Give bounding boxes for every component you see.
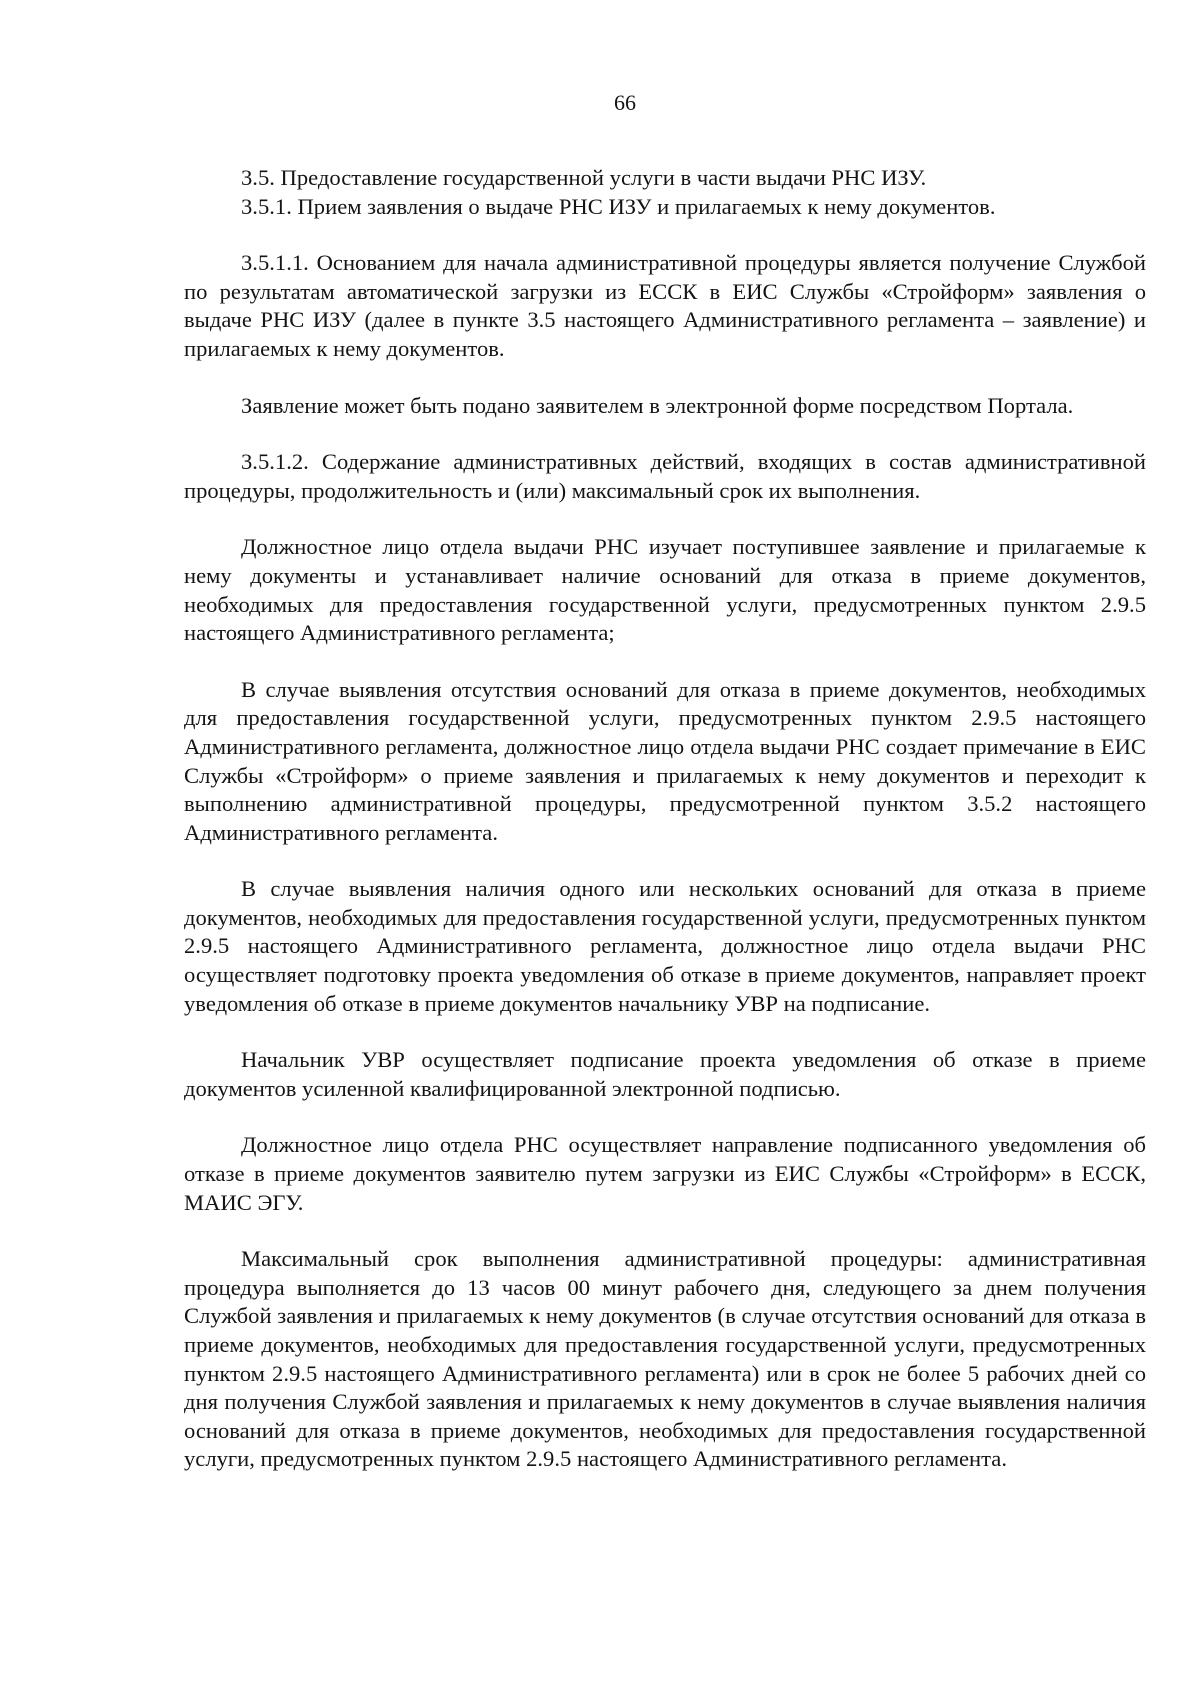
paragraph-grounds-found: В случае выявления наличия одного или нескольких оснований для отказа в приеме документов, необходимых для предоставления государственной услуги, предусмотренных пунктом 2.9.5 настоящего Административного регламента, должностное лицо отдела выдачи РНС осуществляет подготовку проекта уведомления об отказе в приеме документов, направляет проект уведомления об отказе в приеме документов начальнику УВР на подписание.: [184, 876, 1146, 1016]
paragraph-3-5-1-2: 3.5.1.2. Содержание административных действий, входящих в состав административной процедуры, продолжительность и (или) максимальный срок их выполнения.: [184, 449, 1146, 503]
document-body: [184, 164, 1146, 1474]
paragraph-document-review: Должностное лицо отдела выдачи РНС изучает поступившее заявление и прилагаемые к нему документы и устанавливает наличие оснований для отказа в приеме документов, необходимых для предоставления государственной услуги, предусмотренных пунктом 2.9.5 настоящего Административного регламента;: [184, 534, 1146, 646]
section-heading-3-5: 3.5. Предоставление государственной услуги в части выдачи РНС ИЗУ.: [241, 165, 927, 190]
paragraph-no-grounds: В случае выявления отсутствия оснований для отказа в приеме документов, необходимых для предоставления государственной услуги, предусмотренных пунктом 2.9.5 настоящего Административного регламента, должностное лицо отдела выдачи РНС создает примечание в ЕИС Службы «Стройформ» о приеме заявления и прилагаемых к нему документов и переходит к выполнению административной процедуры, предусмотренной пунктом 3.5.2 настоящего Административного регламента.: [184, 676, 1146, 845]
paragraph-portal-submission: Заявление может быть подано заявителем в электронной форме посредством Портала.: [241, 392, 1074, 418]
paragraph-max-term: Максимальный срок выполнения административной процедуры: административная процедура выполняется до 13 часов 00 минут рабочего дня, следующего за днем получения Службой заявления и прилагаемых к нему документов (в случае отсутствия оснований для отказа в приеме документов, необходимых для предоставления государственной услуги, предусмотренных пунктом 2.9.5 настоящего Административного регламента) или в срок не более 5 рабочих дней со дня получения Службой заявления и прилагаемых к нему документов в случае выявления наличия оснований для отказа в приеме документов, необходимых для предоставления государственной услуги, предусмотренных пунктом 2.9.5 настоящего Административного регламента.: [184, 1246, 1146, 1472]
section-heading-3-5-1: 3.5.1. Прием заявления о выдаче РНС ИЗУ и прилагаемых к нему документов.: [241, 193, 996, 219]
paragraph-3-5-1-1: 3.5.1.1. Основанием для начала административной процедуры является получение Службой по результатам автоматической загрузки из ЕССК в ЕИС Службы «Стройформ» заявления о выдаче РНС ИЗУ (далее в пункте 3.5 настоящего Административного регламента – заявление) и прилагаемых к нему документов.: [184, 250, 1146, 361]
page-number: 66: [614, 90, 636, 115]
paragraph-signing: Начальник УВР осуществляет подписание проекта уведомления об отказе в приеме документов усиленной квалифицированной электронной подписью.: [184, 1047, 1146, 1101]
paragraph-sending: Должностное лицо отдела РНС осуществляет направление подписанного уведомления об отказе в приеме документов заявителю путем загрузки из ЕИС Службы «Стройформ» в ЕССК, МАИС ЭГУ.: [184, 1132, 1146, 1215]
